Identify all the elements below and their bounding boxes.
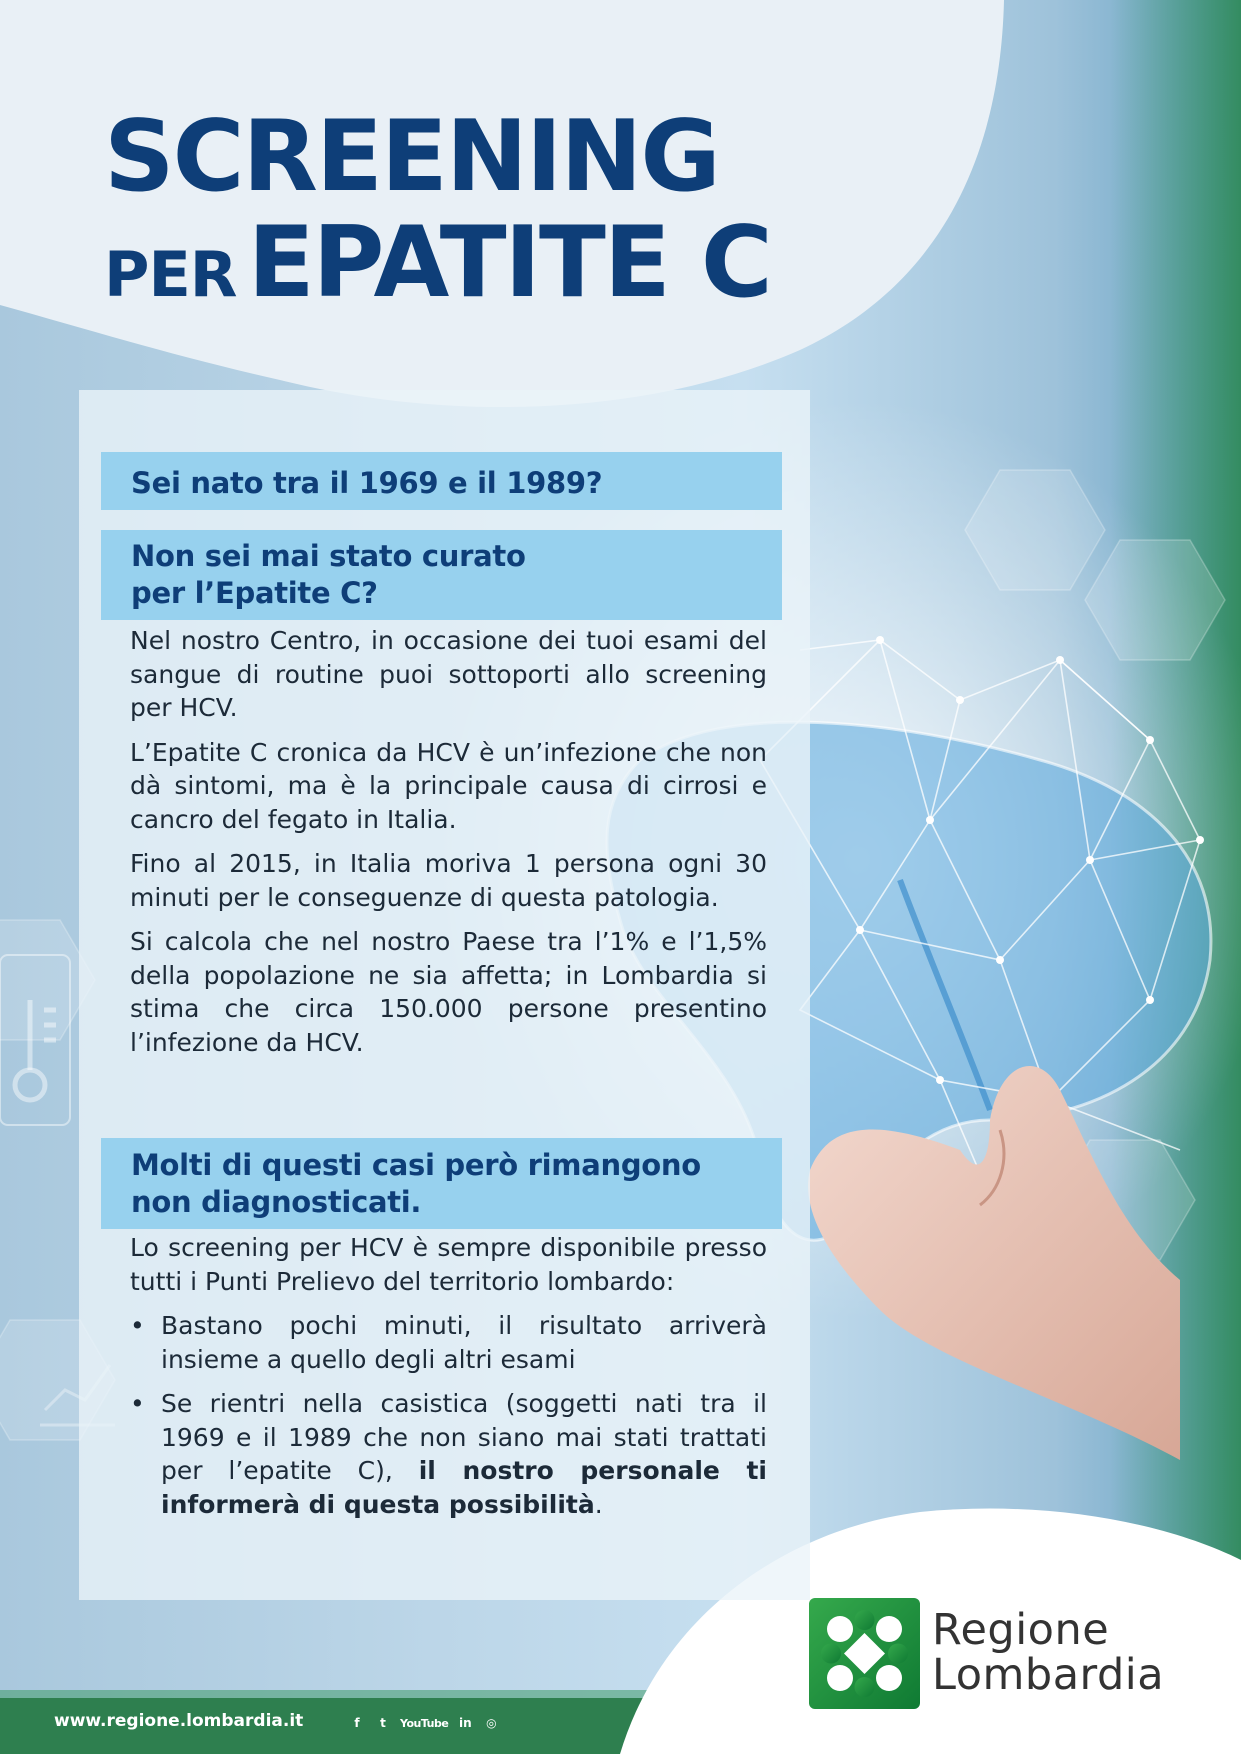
screening-intro: Lo screening per HCV è sempre disponibile presso tutti i Punti Prelievo del territorio lombardo: <box>130 1233 767 1296</box>
info-paragraph: Fino al 2015, in Italia moriva 1 persona ogni 30 minuti per le conseguenze di questa patologia. <box>130 849 767 912</box>
regione-lombardia-logo-icon <box>809 1598 920 1709</box>
undiagnosed-heading-line2: non diagnosticati. <box>131 1185 422 1219</box>
title-line-screening: SCREENING <box>104 100 719 214</box>
question-birth-year: Sei nato tra il 1969 e il 1989? <box>131 466 603 500</box>
info-paragraph: L’Epatite C cronica da HCV è un’infezione che non dà sintomi, ma è la principale causa di cirrosi e cancro del fegato in Italia. <box>130 737 767 834</box>
undiagnosed-band <box>101 1138 782 1229</box>
question-band-never-treated <box>101 530 782 620</box>
website-link[interactable]: www.regione.lombardia.it <box>54 1711 304 1731</box>
undiagnosed-heading <box>101 1138 782 1221</box>
instagram-icon[interactable]: ◎ <box>486 1716 497 1730</box>
facebook-icon[interactable]: f <box>354 1716 360 1730</box>
question-never-treated-line1: Non sei mai stato curato <box>131 539 526 573</box>
bullet-text: Se rientri nella casistica (soggetti nati tra il 1969 e il 1989 che non siano mai stati trattati per l’epatite C), <box>161 1389 767 1485</box>
youtube-icon[interactable]: YouTube <box>400 1716 449 1730</box>
info-section <box>130 624 767 1070</box>
logo-line-lombardia: Lombardia <box>932 1650 1165 1700</box>
screening-bullets <box>130 1309 767 1521</box>
info-paragraph: Si calcola che nel nostro Paese tra l’1% e l’1,5% della popolazione ne sia affetta; in Lombardia si stima che circa 150.000 persone presentino l’infezione da HCV. <box>130 927 767 1057</box>
regione-lombardia-logo-text <box>932 1605 1165 1700</box>
bullet-item: • Bastano pochi minuti, il risultato arriverà insieme a quello degli altri esami <box>130 1309 767 1376</box>
twitter-icon[interactable]: t <box>380 1716 386 1730</box>
title-line-epatite <box>104 206 771 320</box>
question-never-treated-line2: per l’Epatite C? <box>131 576 378 610</box>
linkedin-icon[interactable]: in <box>458 1716 472 1730</box>
social-icons <box>348 1713 500 1733</box>
logo-line-regione: Regione <box>932 1605 1110 1655</box>
info-paragraph: Nel nostro Centro, in occasione dei tuoi esami del sangue di routine puoi sottoporti allo screening per HCV. <box>130 626 767 722</box>
page-title <box>104 100 771 320</box>
undiagnosed-heading-line1: Molti di questi casi però rimangono <box>131 1148 701 1182</box>
question-band-birth-year <box>101 452 782 510</box>
title-epatite-c: EPATITE C <box>247 206 771 320</box>
bullet-bold-text: il nostro personale ti informerà di questa possibilità <box>161 1456 767 1519</box>
bullet-end: . <box>594 1489 603 1519</box>
screening-section <box>130 1231 767 1532</box>
title-per: PER <box>104 238 237 311</box>
bullet-item <box>130 1387 767 1521</box>
question-never-treated <box>101 530 782 612</box>
